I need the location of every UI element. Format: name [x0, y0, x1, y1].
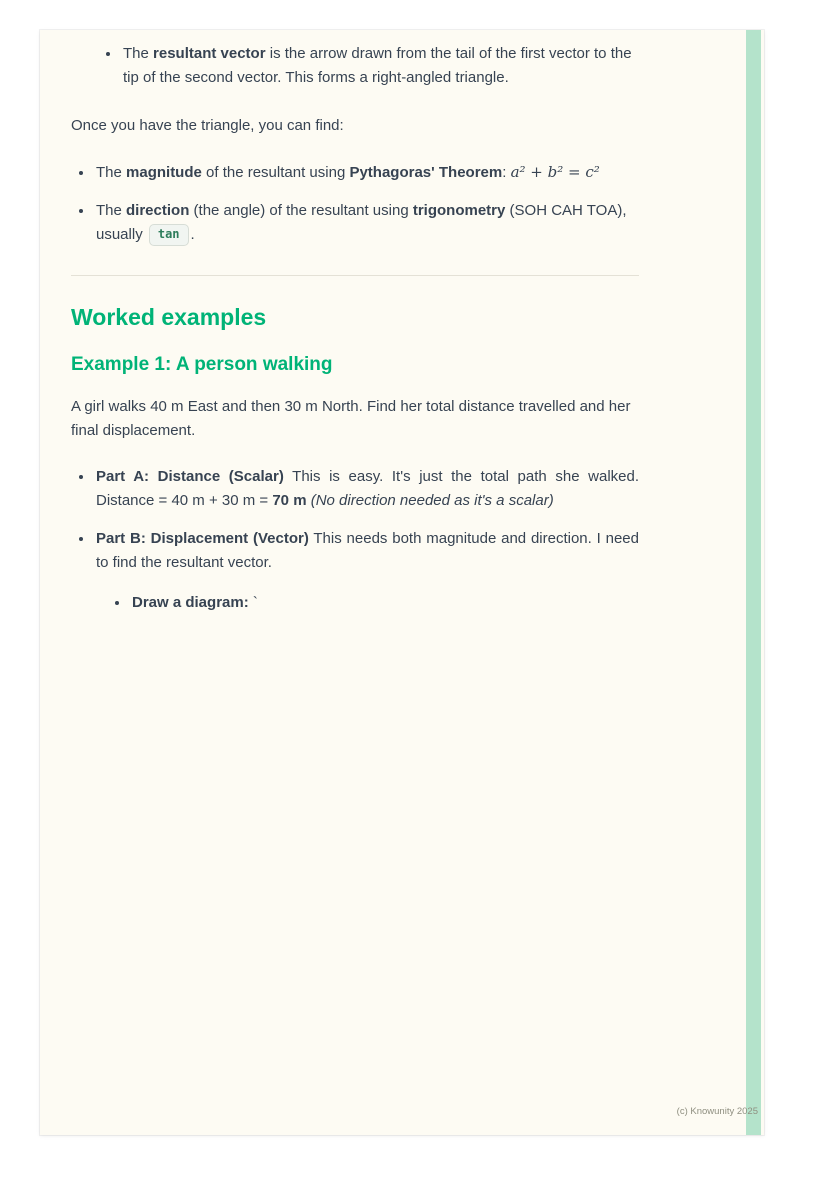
- text-segment: This needs both magnitude and direction. I need to find the resultant vector.: [96, 530, 639, 571]
- part-b-item: [94, 527, 639, 615]
- text-segment: (SOH CAH TOA), usually: [96, 202, 627, 243]
- bold-segment: resultant vector: [153, 45, 266, 62]
- bold-segment: Part A: Distance (Scalar): [96, 468, 284, 485]
- example-1-heading: Example 1: A person walking: [71, 354, 333, 375]
- bold-segment: Pythagoras' Theorem: [349, 164, 503, 181]
- italic-segment: (No direction needed as it's a scalar): [310, 492, 554, 509]
- intro-paragraph: Once you have the triangle, you can find:: [71, 117, 344, 134]
- example-steps-list: [71, 465, 639, 615]
- page-edge-stripe: [746, 30, 761, 1135]
- tan-code-chip: tan: [149, 224, 189, 246]
- text-segment: The: [123, 45, 154, 62]
- section-divider: [71, 275, 639, 276]
- bold-segment: 70 m: [272, 492, 307, 509]
- text-segment: (the angle) of the resultant using: [189, 202, 413, 219]
- text-segment: .: [190, 226, 195, 243]
- copyright-footer: (c) Knowunity 2025: [676, 1106, 758, 1117]
- find-list: [71, 160, 639, 247]
- document-page: [40, 30, 764, 1135]
- text-segment: The: [96, 202, 127, 219]
- text-segment: The: [96, 164, 127, 181]
- pythagoras-formula: a² + b² = c²: [510, 163, 600, 181]
- direction-item: [94, 199, 639, 247]
- text-segment: `: [248, 594, 258, 611]
- magnitude-item: [94, 160, 639, 185]
- bold-segment: magnitude: [126, 164, 202, 181]
- text-segment: :: [502, 164, 511, 181]
- bold-segment: trigonometry: [412, 202, 506, 219]
- text-segment: is the arrow drawn from the tail of the first vector to the tip of the second vector. This forms a right-angled triangle.: [123, 45, 632, 86]
- text-segment: of the resultant using: [201, 164, 350, 181]
- example-intro-paragraph: A girl walks 40 m East and then 30 m North. Find her total distance travelled and her final displacement.: [71, 398, 631, 439]
- part-a-item: [94, 465, 639, 513]
- draw-diagram-item: [130, 591, 639, 615]
- bold-segment: Part B: Displacement (Vector): [96, 530, 309, 547]
- bold-segment: Draw a diagram:: [132, 594, 249, 611]
- document-content: [40, 30, 639, 615]
- resultant-vector-list: [71, 42, 639, 90]
- bold-segment: direction: [126, 202, 190, 219]
- text-segment: This is easy. It's just the total path she walked. Distance = 40 m + 30 m =: [96, 468, 639, 509]
- worked-examples-heading: Worked examples: [71, 304, 267, 330]
- resultant-vector-item: [121, 42, 639, 90]
- part-b-sublist: [96, 591, 639, 615]
